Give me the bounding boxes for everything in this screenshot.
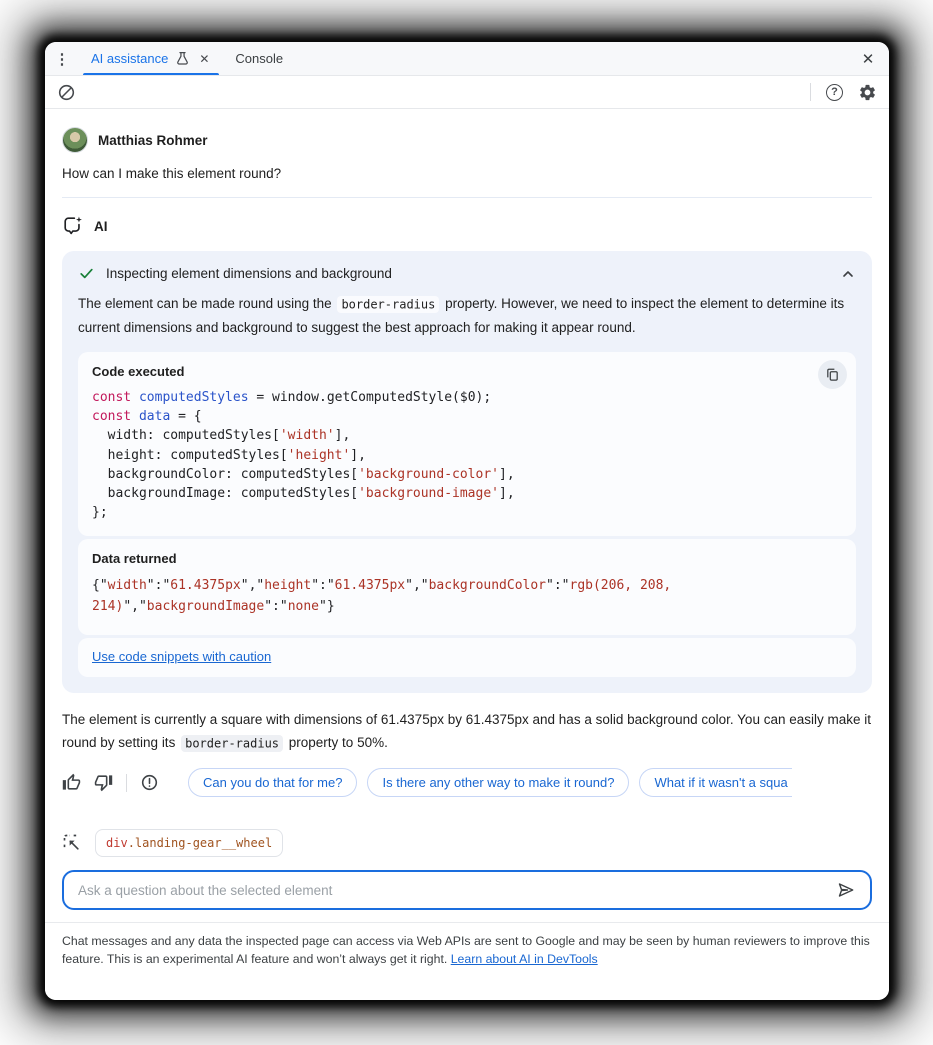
code-executed-card xyxy=(78,352,856,536)
avatar xyxy=(62,127,88,153)
disclaimer-footer xyxy=(45,922,889,968)
tab-console-label: Console xyxy=(235,51,284,66)
step-paragraph: The element can be made round using the border-radius property. However, we need to inspect the element to determine its current dimensions and background to suggest the best approach for making it appear round. xyxy=(78,296,845,335)
code-executed-title: Code executed xyxy=(92,364,185,379)
tab-close-icon[interactable]: ✕ xyxy=(199,51,210,66)
clear-chat-icon[interactable] xyxy=(57,83,76,102)
report-icon[interactable] xyxy=(140,773,159,792)
code-block: const computedStyles = window.getComputedStyle($0); const data = { width: computedStyles['width'], height: computedStyles['height'], backgroundColor: computedStyles['background-color'], backgroundImage: computedStyles['background-image'], }; xyxy=(92,390,515,521)
selected-element-row xyxy=(62,829,872,857)
user-name: Matthias Rohmer xyxy=(98,132,208,148)
tab-console[interactable] xyxy=(223,42,295,75)
learn-about-ai-link[interactable]: Learn about AI in DevTools xyxy=(450,952,598,967)
tab-ai-assistance-label: AI assistance xyxy=(91,51,169,66)
data-returned-title: Data returned xyxy=(92,551,177,567)
inline-code-border-radius-2: border-radius xyxy=(181,735,283,752)
send-icon[interactable] xyxy=(834,878,858,902)
suggestion-chips xyxy=(188,768,872,797)
copy-code-button[interactable] xyxy=(818,360,847,389)
suggestion-chip[interactable]: Is there any other way to make it round? xyxy=(367,768,629,797)
thumbs-up-icon[interactable] xyxy=(62,773,81,792)
suggestion-chip[interactable]: What if it wasn't a squa xyxy=(639,768,791,797)
devtools-ai-panel-window xyxy=(45,42,889,1000)
code-caution-link[interactable]: Use code snippets with caution xyxy=(92,649,272,665)
toolbar xyxy=(45,76,889,109)
thumbs-down-icon[interactable] xyxy=(94,773,113,792)
tab-ai-assistance[interactable] xyxy=(79,42,223,75)
selected-element-chip[interactable] xyxy=(95,829,283,857)
message-divider xyxy=(62,197,872,198)
feedback-divider xyxy=(126,774,127,792)
feedback-row xyxy=(62,768,872,797)
element-tag: div xyxy=(106,836,128,851)
data-returned-json: {"width":"61.4375px","height":"61.4375px","backgroundColor":"rgb(206, 208, 214)","backgroundImage":"none"} xyxy=(92,578,680,615)
settings-gear-icon[interactable] xyxy=(858,83,877,102)
ai-assistant-icon xyxy=(62,215,84,237)
user-message-header xyxy=(62,127,872,153)
help-icon[interactable]: ? xyxy=(826,84,843,101)
ai-message-header xyxy=(62,215,872,237)
inline-code-border-radius: border-radius xyxy=(337,296,439,313)
prompt-input[interactable] xyxy=(78,883,834,898)
tab-bar xyxy=(45,42,889,76)
flask-icon xyxy=(175,51,190,66)
ai-step-card xyxy=(62,251,872,693)
close-devtools-icon[interactable]: ✕ xyxy=(861,50,875,68)
inspect-element-icon[interactable] xyxy=(62,833,82,853)
step-title: Inspecting element dimensions and background xyxy=(106,266,392,281)
prompt-input-box xyxy=(62,870,872,910)
suggestion-chip[interactable]: Can you do that for me? xyxy=(188,768,357,797)
toolbar-divider xyxy=(810,83,811,101)
caution-strip xyxy=(78,638,856,677)
data-returned-card xyxy=(78,539,856,635)
disclaimer-text: Chat messages and any data the inspected page can access via Web APIs are sent to Google and may be seen by human reviewers to improve this feature. This is an experimental AI feature and won’t always get it right. xyxy=(62,934,870,967)
check-icon xyxy=(78,265,95,282)
tabbar-spacer xyxy=(295,42,847,75)
step-header[interactable] xyxy=(78,265,856,282)
chat-area xyxy=(45,109,889,1000)
user-message-text: How can I make this element round? xyxy=(62,166,282,181)
element-class: .landing-gear__wheel xyxy=(127,836,273,851)
ai-label: AI xyxy=(94,218,108,234)
ai-answer-paragraph: The element is currently a square with dimensions of 61.4375px by 61.4375px and has a solid background color. You can easily make it round by setting its border-radius property to 50%. xyxy=(62,712,871,751)
more-menu-icon[interactable]: ⋮ xyxy=(54,50,70,68)
chevron-up-icon[interactable] xyxy=(840,266,856,282)
